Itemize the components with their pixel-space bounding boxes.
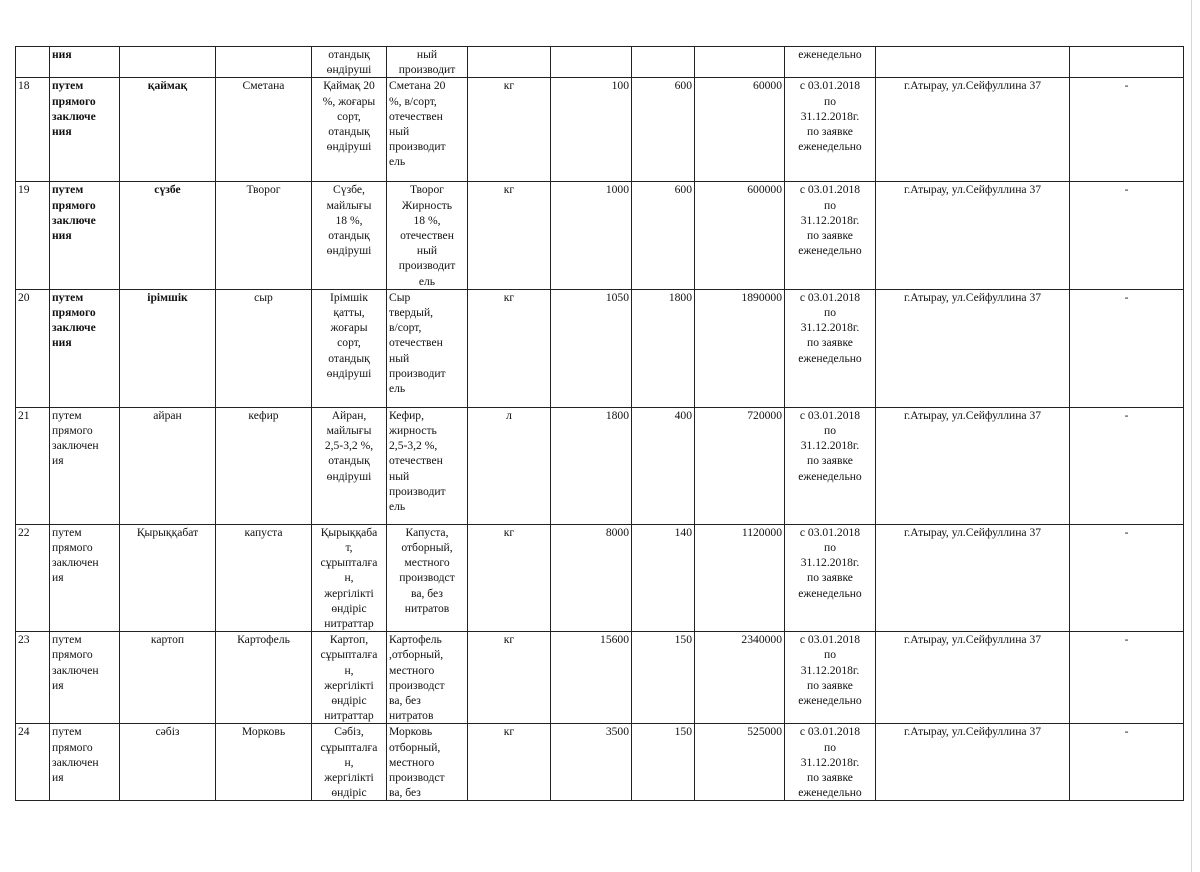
table-row — [16, 78, 1184, 182]
cell-kz-description: Айран, майлығы 2,5-3,2 %, отандық өндіруші — [312, 407, 387, 524]
cell-ru-description: Морковь отборный, местного производст ва, без — [387, 724, 468, 801]
cell-term: с 03.01.2018 по 31.12.2018г. по заявке еженедельно — [785, 632, 876, 724]
cell-kz-description: Сәбіз, сұрыпталға н, жергілікті өндіріс — [312, 724, 387, 801]
cell-kz-name: Қырыққабат — [120, 524, 216, 631]
cell-method: путем прямого заключе ния — [50, 289, 120, 407]
cell-address: г.Атырау, ул.Сейфуллина 37 — [876, 524, 1070, 631]
cell-address: г.Атырау, ул.Сейфуллина 37 — [876, 724, 1070, 801]
cell-kz-name — [120, 47, 216, 78]
cell-address: г.Атырау, ул.Сейфуллина 37 — [876, 289, 1070, 407]
cell-price: 400 — [632, 407, 695, 524]
cell-quantity: 100 — [551, 78, 632, 182]
cell-kz-name: ірімшік — [120, 289, 216, 407]
cell-unit: кг — [468, 182, 551, 289]
cell-kz-name: айран — [120, 407, 216, 524]
cell-unit: кг — [468, 289, 551, 407]
table-row-continued — [16, 47, 1184, 78]
cell-ru-description: Капуста, отборный, местного производст ва, без нитратов — [387, 524, 468, 631]
cell-term: еженедельно — [785, 47, 876, 78]
cell-method: путем прямого заключен ия — [50, 524, 120, 631]
cell-sum: 525000 — [695, 724, 785, 801]
cell-price: 1800 — [632, 289, 695, 407]
cell-quantity: 15600 — [551, 632, 632, 724]
cell-address: г.Атырау, ул.Сейфуллина 37 — [876, 78, 1070, 182]
cell-price: 140 — [632, 524, 695, 631]
cell-term: с 03.01.2018 по 31.12.2018г. по заявке еженедельно — [785, 524, 876, 631]
cell-ru-name: Сметана — [216, 78, 312, 182]
cell-note: - — [1070, 182, 1184, 289]
cell-unit: л — [468, 407, 551, 524]
cell-unit: кг — [468, 78, 551, 182]
cell-unit: кг — [468, 524, 551, 631]
cell-quantity: 3500 — [551, 724, 632, 801]
cell-number: 23 — [16, 632, 50, 724]
cell-method: ния — [50, 47, 120, 78]
cell-kz-description: Ірімшік қатты, жоғары сорт, отандық өндіруші — [312, 289, 387, 407]
cell-term: с 03.01.2018 по 31.12.2018г. по заявке еженедельно — [785, 182, 876, 289]
cell-sum: 720000 — [695, 407, 785, 524]
cell-ru-name: сыр — [216, 289, 312, 407]
cell-term: с 03.01.2018 по 31.12.2018г. по заявке еженедельно — [785, 724, 876, 801]
cell-ru-description: Картофель ,отборный, местного производст ва, без нитратов — [387, 632, 468, 724]
cell-number: 21 — [16, 407, 50, 524]
cell-price: 150 — [632, 724, 695, 801]
cell-address: г.Атырау, ул.Сейфуллина 37 — [876, 182, 1070, 289]
table-row — [16, 724, 1184, 801]
cell-quantity — [551, 47, 632, 78]
table-row — [16, 289, 1184, 407]
cell-unit — [468, 47, 551, 78]
cell-sum — [695, 47, 785, 78]
cell-sum: 1120000 — [695, 524, 785, 631]
cell-kz-name: картоп — [120, 632, 216, 724]
cell-unit: кг — [468, 724, 551, 801]
cell-ru-description: Сыр твердый, в/сорт, отечествен ный производит ель — [387, 289, 468, 407]
cell-ru-description: Сметана 20 %, в/сорт, отечествен ный производит ель — [387, 78, 468, 182]
cell-address: г.Атырау, ул.Сейфуллина 37 — [876, 407, 1070, 524]
cell-quantity: 8000 — [551, 524, 632, 631]
cell-note: - — [1070, 524, 1184, 631]
cell-number: 20 — [16, 289, 50, 407]
cell-sum: 60000 — [695, 78, 785, 182]
cell-ru-name: капуста — [216, 524, 312, 631]
table-row — [16, 182, 1184, 289]
cell-note: - — [1070, 289, 1184, 407]
cell-number: 19 — [16, 182, 50, 289]
cell-note: - — [1070, 724, 1184, 801]
cell-note: - — [1070, 78, 1184, 182]
cell-term: с 03.01.2018 по 31.12.2018г. по заявке еженедельно — [785, 407, 876, 524]
cell-sum: 1890000 — [695, 289, 785, 407]
cell-price: 600 — [632, 78, 695, 182]
cell-note: - — [1070, 632, 1184, 724]
cell-ru-name: Картофель — [216, 632, 312, 724]
cell-term: с 03.01.2018 по 31.12.2018г. по заявке еженедельно — [785, 78, 876, 182]
cell-address: г.Атырау, ул.Сейфуллина 37 — [876, 632, 1070, 724]
cell-kz-name: сүзбе — [120, 182, 216, 289]
cell-price — [632, 47, 695, 78]
table-row — [16, 407, 1184, 524]
cell-note — [1070, 47, 1184, 78]
cell-method: путем прямого заключен ия — [50, 724, 120, 801]
cell-kz-description: Сүзбе, майлығы 18 %, отандық өндіруші — [312, 182, 387, 289]
cell-note: - — [1070, 407, 1184, 524]
cell-kz-description: Қырыққаба т, сұрыпталға н, жергілікті өндіріс нитраттар — [312, 524, 387, 631]
cell-kz-name: қаймақ — [120, 78, 216, 182]
cell-ru-name: Морковь — [216, 724, 312, 801]
cell-ru-description: ный производит — [387, 47, 468, 78]
cell-method: путем прямого заключе ния — [50, 182, 120, 289]
cell-quantity: 1000 — [551, 182, 632, 289]
cell-sum: 2340000 — [695, 632, 785, 724]
cell-ru-description: Кефир, жирность 2,5-3,2 %, отечествен ный производит ель — [387, 407, 468, 524]
table-row — [16, 632, 1184, 724]
cell-kz-description: Картоп, сұрыпталға н, жергілікті өндіріс нитраттар — [312, 632, 387, 724]
cell-number: 22 — [16, 524, 50, 631]
cell-method: путем прямого заключен ия — [50, 407, 120, 524]
page-edge — [1191, 0, 1192, 872]
cell-kz-description: отандық өндіруші — [312, 47, 387, 78]
cell-kz-description: Қаймақ 20 %, жоғары сорт, отандық өндіруші — [312, 78, 387, 182]
cell-sum: 600000 — [695, 182, 785, 289]
cell-method: путем прямого заключе ния — [50, 78, 120, 182]
procurement-table — [15, 46, 1184, 801]
cell-kz-name: сәбіз — [120, 724, 216, 801]
cell-address — [876, 47, 1070, 78]
cell-ru-description: Творог Жирность 18 %, отечествен ный производит ель — [387, 182, 468, 289]
cell-term: с 03.01.2018 по 31.12.2018г. по заявке еженедельно — [785, 289, 876, 407]
cell-price: 600 — [632, 182, 695, 289]
cell-quantity: 1800 — [551, 407, 632, 524]
cell-method: путем прямого заключен ия — [50, 632, 120, 724]
cell-ru-name: кефир — [216, 407, 312, 524]
cell-ru-name — [216, 47, 312, 78]
table-row — [16, 524, 1184, 631]
cell-ru-name: Творог — [216, 182, 312, 289]
cell-number: 18 — [16, 78, 50, 182]
cell-number — [16, 47, 50, 78]
cell-unit: кг — [468, 632, 551, 724]
cell-quantity: 1050 — [551, 289, 632, 407]
cell-number: 24 — [16, 724, 50, 801]
cell-price: 150 — [632, 632, 695, 724]
